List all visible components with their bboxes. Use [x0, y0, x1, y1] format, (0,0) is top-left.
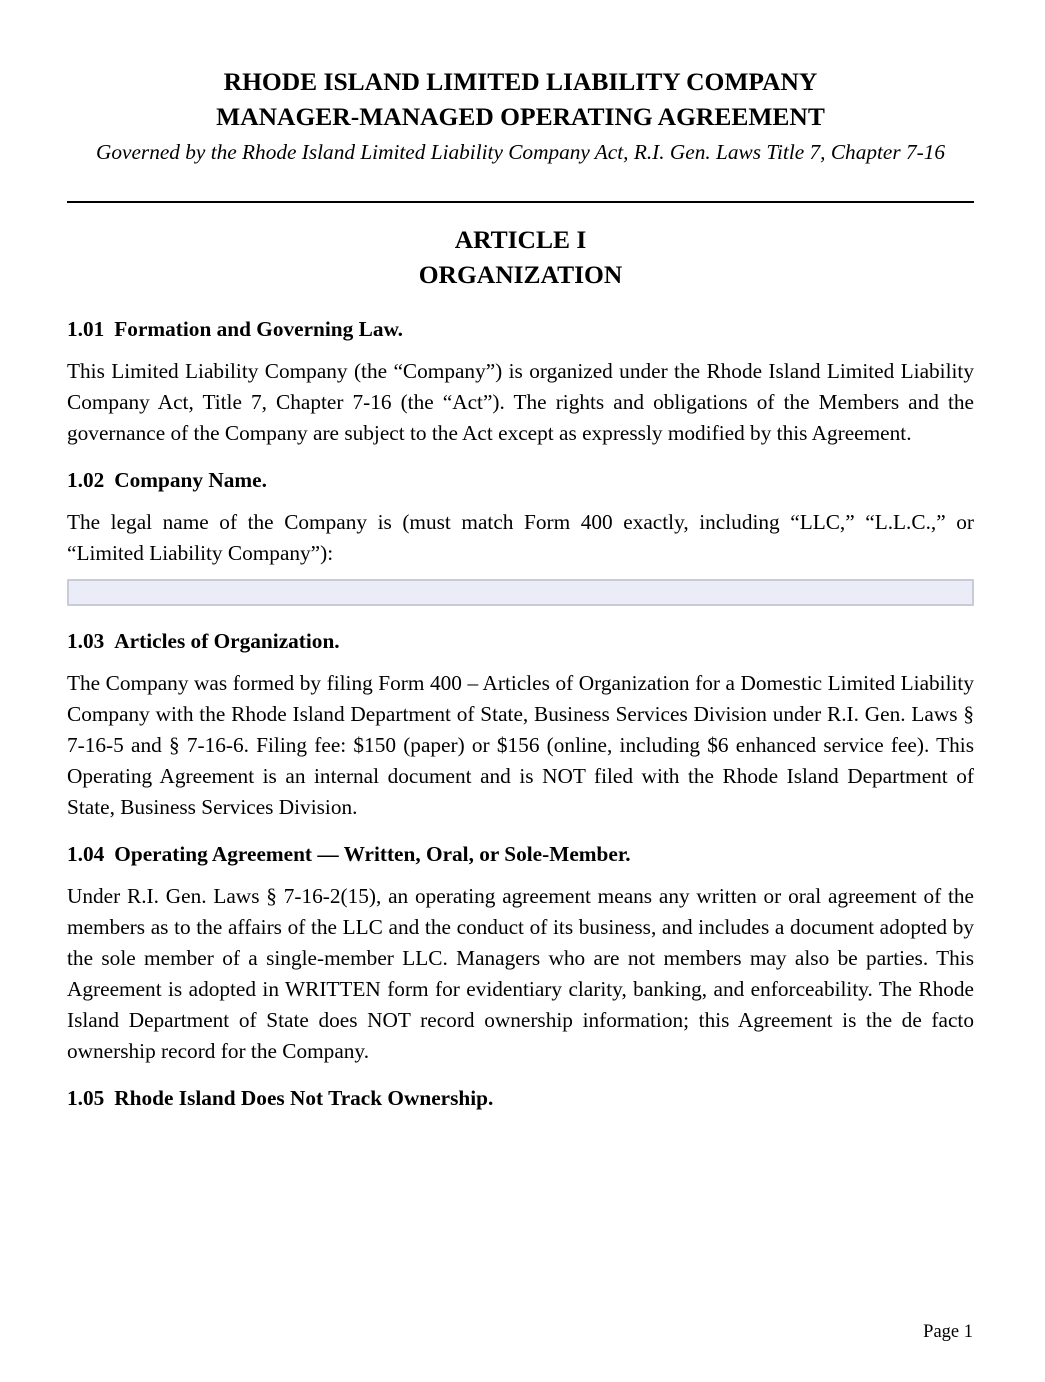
- section-title: Formation and Governing Law.: [114, 317, 403, 341]
- section-title: Rhode Island Does Not Track Ownership.: [114, 1086, 494, 1110]
- section-number: 1.04: [67, 842, 105, 866]
- article-number: ARTICLE I: [454, 225, 587, 254]
- section-body: The legal name of the Company is (must match Form 400 exactly, including “LLC,” “L.L.C.,” or “Limited Liability Company”):: [67, 510, 974, 565]
- section-heading: [67, 315, 974, 343]
- header-divider: [67, 201, 974, 203]
- section-heading: [67, 627, 974, 655]
- section-1-04: [67, 840, 974, 1067]
- document-header: [67, 64, 974, 167]
- article-title: ORGANIZATION: [418, 260, 623, 289]
- section-1-02: [67, 466, 974, 606]
- section-title: Company Name.: [114, 468, 267, 492]
- title-line-1: RHODE ISLAND LIMITED LIABILITY COMPANY: [223, 67, 818, 96]
- section-heading: [67, 1084, 974, 1112]
- section-title: Articles of Organization.: [114, 629, 340, 653]
- article-heading: [67, 222, 974, 292]
- section-body: The Company was formed by filing Form 400 – Articles of Organization for a Domestic Limited Liability Company with the Rhode Island Department of State, Business Services Division under R.I. Gen. Laws § 7-16-5 and § 7-16-6. Filing fee: $150 (paper) or $156 (online, including $6 enhanced service fee). This Operating Agreement is an internal document and is NOT filed with the Rhode Island Department of State, Business Services Division.: [67, 671, 974, 819]
- document-title: [67, 64, 974, 134]
- section-1-01: [67, 315, 974, 449]
- page-content: [67, 64, 974, 1112]
- company-name-field[interactable]: [67, 579, 974, 606]
- document-subtitle: Governed by the Rhode Island Limited Liability Company Act, R.I. Gen. Laws Title 7, Chapter 7-16: [95, 140, 946, 164]
- section-number: 1.03: [67, 629, 105, 653]
- page-number: Page 1: [923, 1322, 973, 1342]
- section-number: 1.05: [67, 1086, 105, 1110]
- section-number: 1.02: [67, 468, 105, 492]
- section-number: 1.01: [67, 317, 105, 341]
- title-line-2: MANAGER-MANAGED OPERATING AGREEMENT: [216, 102, 825, 131]
- section-body: Under R.I. Gen. Laws § 7-16-2(15), an operating agreement means any written or oral agreement of the members as to the affairs of the LLC and the conduct of its business, and includes a document adopted by the sole member of a single-member LLC. Managers who are not members may also be parties. This Agreement is adopted in WRITTEN form for evidentiary clarity, banking, and enforceability. The Rhode Island Department of State does NOT record ownership information; this Agreement is the de facto ownership record for the Company.: [67, 884, 974, 1063]
- section-body: This Limited Liability Company (the “Company”) is organized under the Rhode Island Limited Liability Company Act, Title 7, Chapter 7-16 (the “Act”). The rights and obligations of the Members and the governance of the Company are subject to the Act except as expressly modified by this Agreement.: [67, 359, 974, 445]
- section-1-05: [67, 1084, 974, 1112]
- section-heading: [67, 840, 974, 868]
- section-heading: [67, 466, 974, 494]
- section-title: Operating Agreement — Written, Oral, or Sole-Member.: [114, 842, 631, 866]
- section-1-03: [67, 627, 974, 823]
